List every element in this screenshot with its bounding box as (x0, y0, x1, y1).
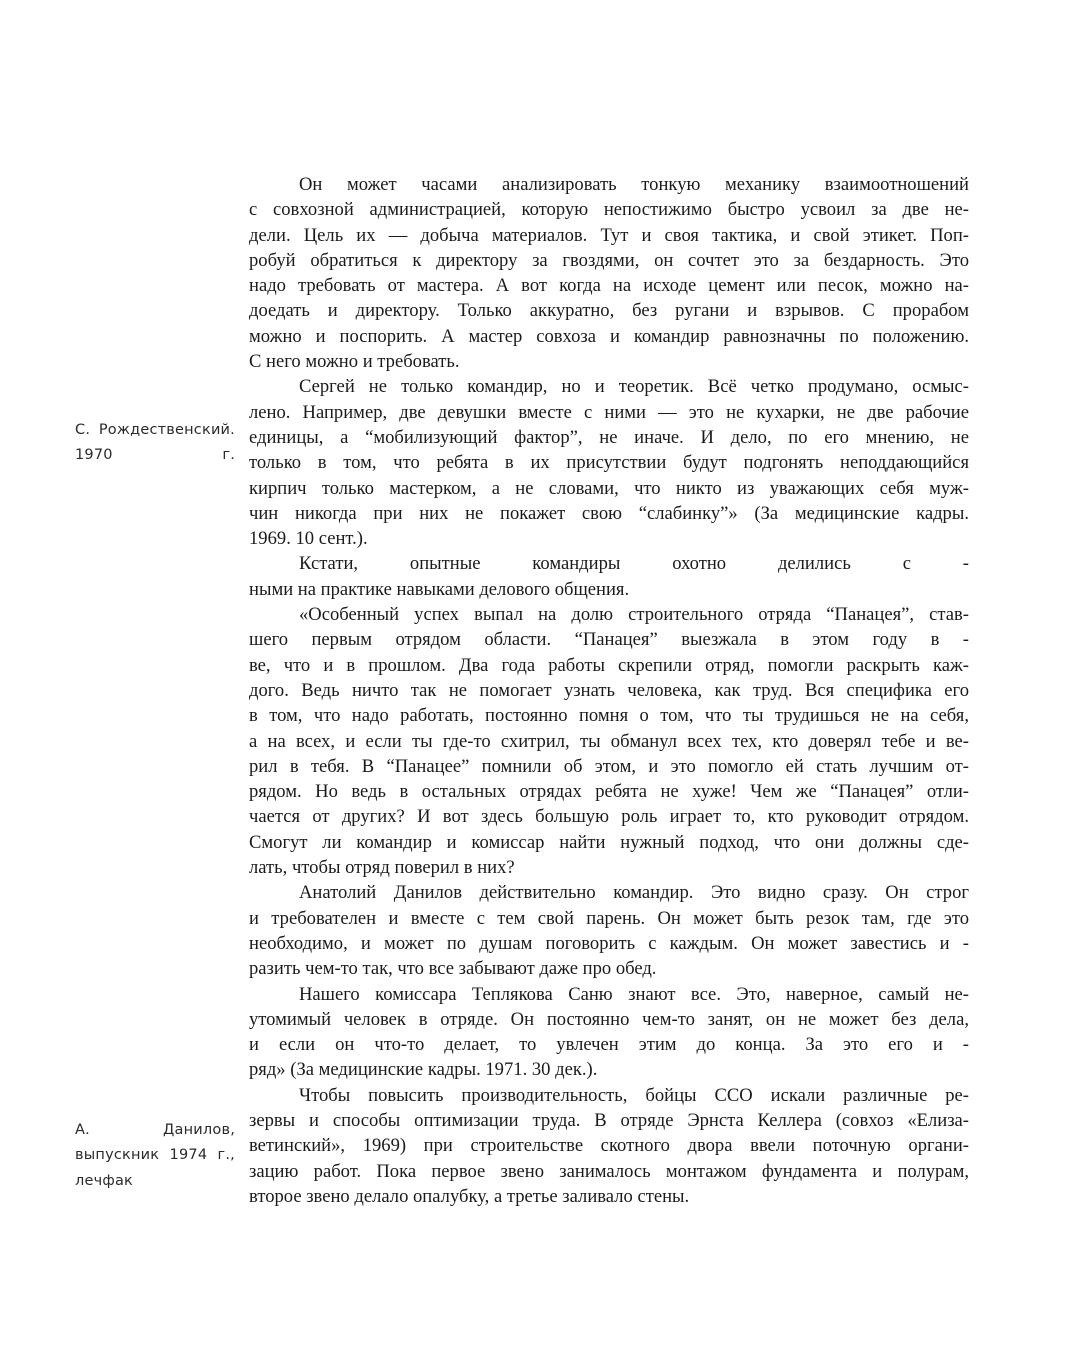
text-line: 1969. 10 сент.). (249, 528, 368, 550)
text-line: и требователен и вместе с тем свой парень. Он может быть резок там, где это (249, 907, 969, 929)
text-line: чин никогда при них не покажет свою “слабинку”» (За медицинские кадры. (249, 502, 969, 524)
text-line: Нашего комиссара Теплякова Саню знают все. Это, наверное, самый не- (299, 983, 969, 1005)
text-line: шего первым отрядом области. “Панацея” выезжала в этом году в - (249, 629, 969, 651)
text-line: С него можно и требовать. (249, 351, 460, 373)
text-line: разить чем-то так, что все забывают даже про обед. (249, 958, 657, 980)
text-line: зервы и способы оптимизации труда. В отряде Эрнста Келлера (совхоз «Елиза- (249, 1109, 969, 1131)
caption-line: А. Данилов, (75, 1122, 235, 1138)
text-line: ветинский», 1969) при строительстве скотного двора ввели поточную органи- (249, 1135, 969, 1157)
text-line: можно и поспорить. А мастер совхоза и командир равнозначны по положению. (249, 325, 969, 347)
text-line: и если он что-то делает, то увлечен этим до конца. За это его и - (249, 1034, 969, 1056)
caption-line: С. Рождественский. (75, 422, 235, 438)
text-line: Он может часами анализировать тонкую механику взаимоотношений (299, 174, 969, 195)
caption-line: выпускник 1974 г., (75, 1147, 235, 1164)
text-line: единицы, а “мобилизующий фактор”, не иначе. И дело, по его мнению, не (249, 426, 969, 448)
text-line: кирпич только мастерком, а не словами, что никто из уважающих себя муж- (249, 477, 969, 499)
text-line: дели. Цель их — добыча материалов. Тут и своя тактика, и свой этикет. Поп- (249, 224, 969, 246)
text-line: дого. Ведь ничто так не помогает узнать человека, как труд. Вся специфика его (249, 679, 969, 701)
body-text (249, 172, 969, 1209)
text-line: рил в тебя. В “Панацее” помнили об этом, и это помогло ей стать лучшим от- (249, 755, 969, 777)
text-line: утомимый человек в отряде. Он постоянно чем-то занят, он не может без дела, (249, 1008, 969, 1030)
side-caption-rozhdestvensky (75, 420, 235, 471)
text-line: а на всех, и если ты где-то схитрил, ты обманул всех тех, кто доверял тебе и ве- (249, 730, 969, 752)
text-line: с совхозной администрацией, которую непостижимо быстро усвоил за две не- (249, 199, 969, 221)
caption-line: 1970 г. (75, 447, 235, 464)
text-line: необходимо, и может по душам поговорить с каждым. Он может завестись и - (249, 932, 969, 954)
side-caption-danilov (75, 1120, 235, 1196)
text-line: ве, что и в прошлом. Два года работы скрепили отряд, помогли раскрыть каж- (249, 654, 969, 676)
text-line: ряд» (За медицинские кадры. 1971. 30 дек.). (249, 1059, 598, 1081)
text-line: лать, чтобы отряд поверил в них? (249, 857, 515, 879)
text-line: зацию работ. Пока первое звено занималось монтажом фундамента и полурам, (249, 1160, 969, 1182)
text-line: надо требовать от мастера. А вот когда на исходе цемент или песок, можно на- (249, 275, 969, 297)
text-line: робуй обратиться к директору за гвоздями, он сочтет это за бездарность. Это (249, 249, 969, 271)
text-line: только в том, что ребята в их присутствии будут подгонять неподдающийся (249, 452, 969, 474)
text-line: в том, что надо работать, постоянно помня о том, что ты трудишься не на себя, (249, 705, 969, 727)
text-line: Смогут ли командир и комиссар найти нужный подход, что они должны сде- (249, 831, 969, 853)
text-line: рядом. Но ведь в остальных отрядах ребята не хуже! Чем же “Панацея” отли- (249, 781, 969, 803)
text-line: доедать и директору. Только аккуратно, без ругани и взрывов. С прорабом (249, 300, 969, 322)
text-line: второе звено делало опалубку, а третье заливало стены. (249, 1185, 690, 1207)
text-line: Чтобы повысить производительность, бойцы ССО искали различные ре- (299, 1084, 969, 1106)
text-line: ными на практике навыками делового общения. (249, 578, 630, 600)
text-line: чается от других? И вот здесь большую роль играет то, кто руководит отрядом. (249, 806, 969, 828)
text-line: Кстати, опытные командиры охотно делились с - (299, 553, 969, 575)
caption-line: лечфак (75, 1172, 133, 1189)
text-line: Анатолий Данилов действительно командир. Это видно сразу. Он строг (299, 882, 969, 904)
text-line: «Особенный успех выпал на долю строительного отряда “Панацея”, став- (299, 604, 969, 626)
text-line: лено. Например, две девушки вместе с ними — это не кухарки, не две рабочие (249, 401, 969, 423)
text-line: Сергей не только командир, но и теоретик. Всё четко продумано, осмыс- (299, 376, 969, 398)
